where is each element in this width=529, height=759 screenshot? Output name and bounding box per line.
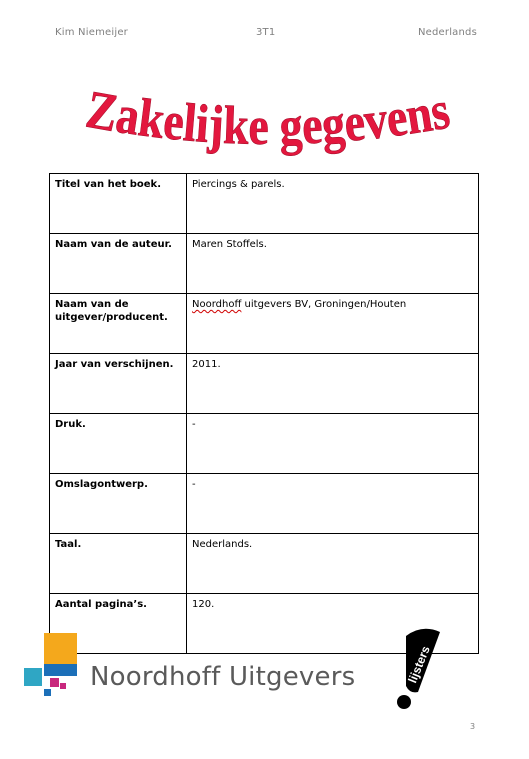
wordart-title [0,58,529,168]
exclamation-mark-icon [388,622,452,714]
logo-wordmark: Noordhoff Uitgevers [90,662,356,692]
title-text [81,78,458,157]
page-title [0,58,529,168]
logo-square-teal [24,668,42,686]
row-value: - [187,414,479,474]
row-label: Taal. [50,534,187,594]
row-value: 2011. [187,354,479,414]
row-value: 120. [187,594,479,654]
title-textpath: Zakelijke gegevens [81,78,458,157]
page-header [55,27,477,41]
logo-square-magenta-small [60,683,66,689]
spellcheck-word: Noordhoff [192,299,242,310]
row-value: - [187,474,479,534]
page-number: 3 [470,722,476,731]
header-class: 3T1 [256,27,276,38]
row-label: Omslagontwerp. [50,474,187,534]
book-details-table [49,173,479,654]
table-row [50,294,479,354]
row-label: Jaar van verschijnen. [50,354,187,414]
table-row [50,534,479,594]
row-value: Nederlands. [187,534,479,594]
header-author: Kim Niemeijer [55,27,128,38]
row-label: Aantal pagina’s. [50,594,187,654]
logo-square-magenta [50,678,59,687]
row-label: Druk. [50,414,187,474]
row-label: Naam van de uitgever/producent. [50,294,187,354]
table-row [50,174,479,234]
logo-square-blue [44,664,77,676]
table-row [50,474,479,534]
lijsters-logo [388,622,452,714]
logo-square-blue-small [44,689,51,696]
row-value [187,294,479,354]
publisher-rest: uitgevers BV, Groningen/Houten [241,299,407,310]
header-subject: Nederlands [417,27,477,38]
table-row [50,234,479,294]
lijsters-text: lijsters [405,643,433,686]
row-label: Titel van het boek. [50,174,187,234]
row-value: Piercings & parels. [187,174,479,234]
table-row [50,414,479,474]
noordhoff-logo [24,628,356,708]
logo-square-orange [44,633,77,664]
row-value: Maren Stoffels. [187,234,479,294]
row-label: Naam van de auteur. [50,234,187,294]
table-row [50,354,479,414]
